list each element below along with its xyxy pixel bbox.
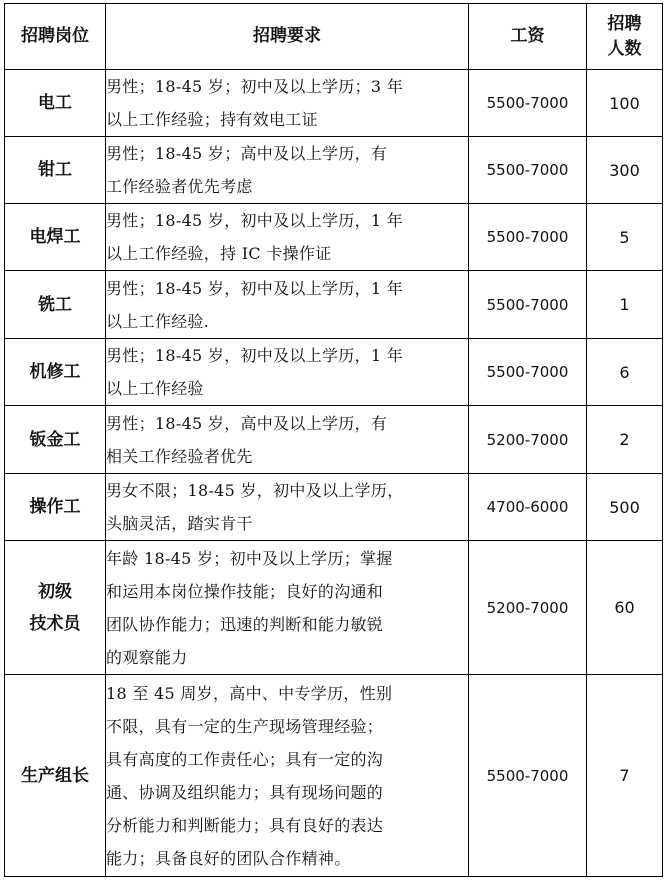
requirement-line: 以上工作经验，持 IC 卡操作证 bbox=[106, 244, 332, 263]
header-row bbox=[5, 4, 663, 70]
position-name: 技术员 bbox=[29, 613, 81, 634]
requirement-line: 的观察能力 bbox=[106, 647, 188, 667]
position-name: 电工 bbox=[38, 93, 72, 113]
header-count-line2: 人数 bbox=[607, 38, 642, 59]
requirement-line: 男性；18-45 岁，高中及以上学历，有 bbox=[106, 413, 388, 433]
requirement-line: 头脑灵活，踏实肯干 bbox=[106, 514, 253, 533]
position-cell bbox=[5, 137, 106, 204]
requirement-line: 男性；18-45 岁；高中及以上学历，有 bbox=[106, 144, 388, 163]
count-cell: 2 bbox=[587, 406, 663, 474]
position-cell bbox=[5, 70, 106, 137]
position-cell bbox=[5, 474, 106, 541]
count-cell: 5 bbox=[587, 204, 663, 271]
table-row bbox=[5, 339, 663, 406]
requirement-line: 18 至 45 周岁，高中、中专学历，性别 bbox=[106, 683, 393, 703]
requirement-line: 以上工作经验 bbox=[106, 379, 204, 398]
recruitment-table bbox=[4, 3, 663, 877]
salary-cell: 5500-7000 bbox=[469, 204, 587, 271]
requirement-line: 以上工作经验；持有效电工证 bbox=[106, 110, 318, 129]
salary-cell: 5500-7000 bbox=[469, 137, 587, 204]
salary-cell: 5200-7000 bbox=[469, 541, 587, 675]
requirement-line: 通、协调及组织能力；具有现场问题的 bbox=[106, 782, 384, 802]
count-cell: 60 bbox=[587, 541, 663, 675]
requirement-line: 工作经验者优先考虑 bbox=[106, 177, 253, 196]
position-name: 生产组长 bbox=[21, 765, 89, 786]
requirements-cell bbox=[106, 406, 469, 474]
requirements-cell bbox=[106, 204, 469, 271]
table-row bbox=[5, 137, 663, 204]
position-name: 铣工 bbox=[38, 294, 72, 315]
requirement-line: 以上工作经验. bbox=[106, 311, 210, 331]
position-cell bbox=[5, 406, 106, 474]
position-name: 钣金工 bbox=[29, 429, 81, 450]
requirement-line: 年龄 18-45 岁；初中及以上学历；掌握 bbox=[106, 548, 393, 568]
requirements-cell bbox=[106, 474, 469, 541]
requirement-line: 男性；18-45 岁，初中及以上学历，1 年 bbox=[106, 346, 404, 365]
salary-cell: 4700-6000 bbox=[469, 474, 587, 541]
count-cell: 100 bbox=[587, 70, 663, 137]
position-name: 钳工 bbox=[38, 160, 72, 180]
requirement-line: 男性；18-45 岁，初中及以上学历，1 年 bbox=[106, 278, 404, 298]
position-cell bbox=[5, 339, 106, 406]
requirement-line: 和运用本岗位操作技能；良好的沟通和 bbox=[106, 581, 384, 601]
header-count bbox=[587, 4, 663, 70]
table-row bbox=[5, 204, 663, 271]
salary-cell: 5500-7000 bbox=[469, 271, 587, 339]
requirements-cell bbox=[106, 675, 469, 877]
requirement-line: 具有高度的工作责任心；具有一定的沟 bbox=[106, 749, 384, 769]
salary-cell: 5500-7000 bbox=[469, 675, 587, 877]
requirement-line: 团队协作能力；迅速的判断和能力敏锐 bbox=[106, 614, 384, 634]
position-name: 操作工 bbox=[29, 497, 81, 517]
requirement-line: 男女不限；18-45 岁，初中及以上学历， bbox=[106, 481, 404, 500]
position-name: 电焊工 bbox=[29, 227, 81, 247]
requirement-line: 男性；18-45 岁；初中及以上学历；3 年 bbox=[106, 77, 404, 96]
header-count-line1: 招聘 bbox=[607, 13, 642, 34]
requirements-cell bbox=[106, 339, 469, 406]
position-cell bbox=[5, 675, 106, 877]
count-cell: 6 bbox=[587, 339, 663, 406]
position-cell bbox=[5, 204, 106, 271]
table-row bbox=[5, 675, 663, 877]
position-cell bbox=[5, 541, 106, 675]
salary-cell: 5200-7000 bbox=[469, 406, 587, 474]
count-cell: 1 bbox=[587, 271, 663, 339]
position-name: 初级 bbox=[38, 581, 72, 602]
table-row bbox=[5, 271, 663, 339]
header-salary: 工资 bbox=[469, 4, 587, 70]
table-row bbox=[5, 70, 663, 137]
table-row bbox=[5, 474, 663, 541]
requirements-cell bbox=[106, 541, 469, 675]
position-cell bbox=[5, 271, 106, 339]
table-body bbox=[5, 70, 663, 877]
position-name: 机修工 bbox=[29, 362, 81, 382]
requirement-line: 能力；具备良好的团队合作精神。 bbox=[106, 848, 351, 868]
count-cell: 500 bbox=[587, 474, 663, 541]
requirement-line: 分析能力和判断能力；具有良好的表达 bbox=[106, 815, 384, 835]
requirements-cell bbox=[106, 70, 469, 137]
requirement-line: 不限，具有一定的生产现场管理经验； bbox=[106, 716, 384, 736]
salary-cell: 5500-7000 bbox=[469, 70, 587, 137]
count-cell: 300 bbox=[587, 137, 663, 204]
requirements-cell bbox=[106, 137, 469, 204]
requirement-line: 相关工作经验者优先 bbox=[106, 446, 253, 466]
count-cell: 7 bbox=[587, 675, 663, 877]
table-row bbox=[5, 406, 663, 474]
requirements-cell bbox=[106, 271, 469, 339]
table-row bbox=[5, 541, 663, 675]
header-requirements: 招聘要求 bbox=[106, 4, 469, 70]
requirement-line: 男性；18-45 岁，初中及以上学历，1 年 bbox=[106, 211, 404, 230]
salary-cell: 5500-7000 bbox=[469, 339, 587, 406]
header-position: 招聘岗位 bbox=[5, 4, 106, 70]
